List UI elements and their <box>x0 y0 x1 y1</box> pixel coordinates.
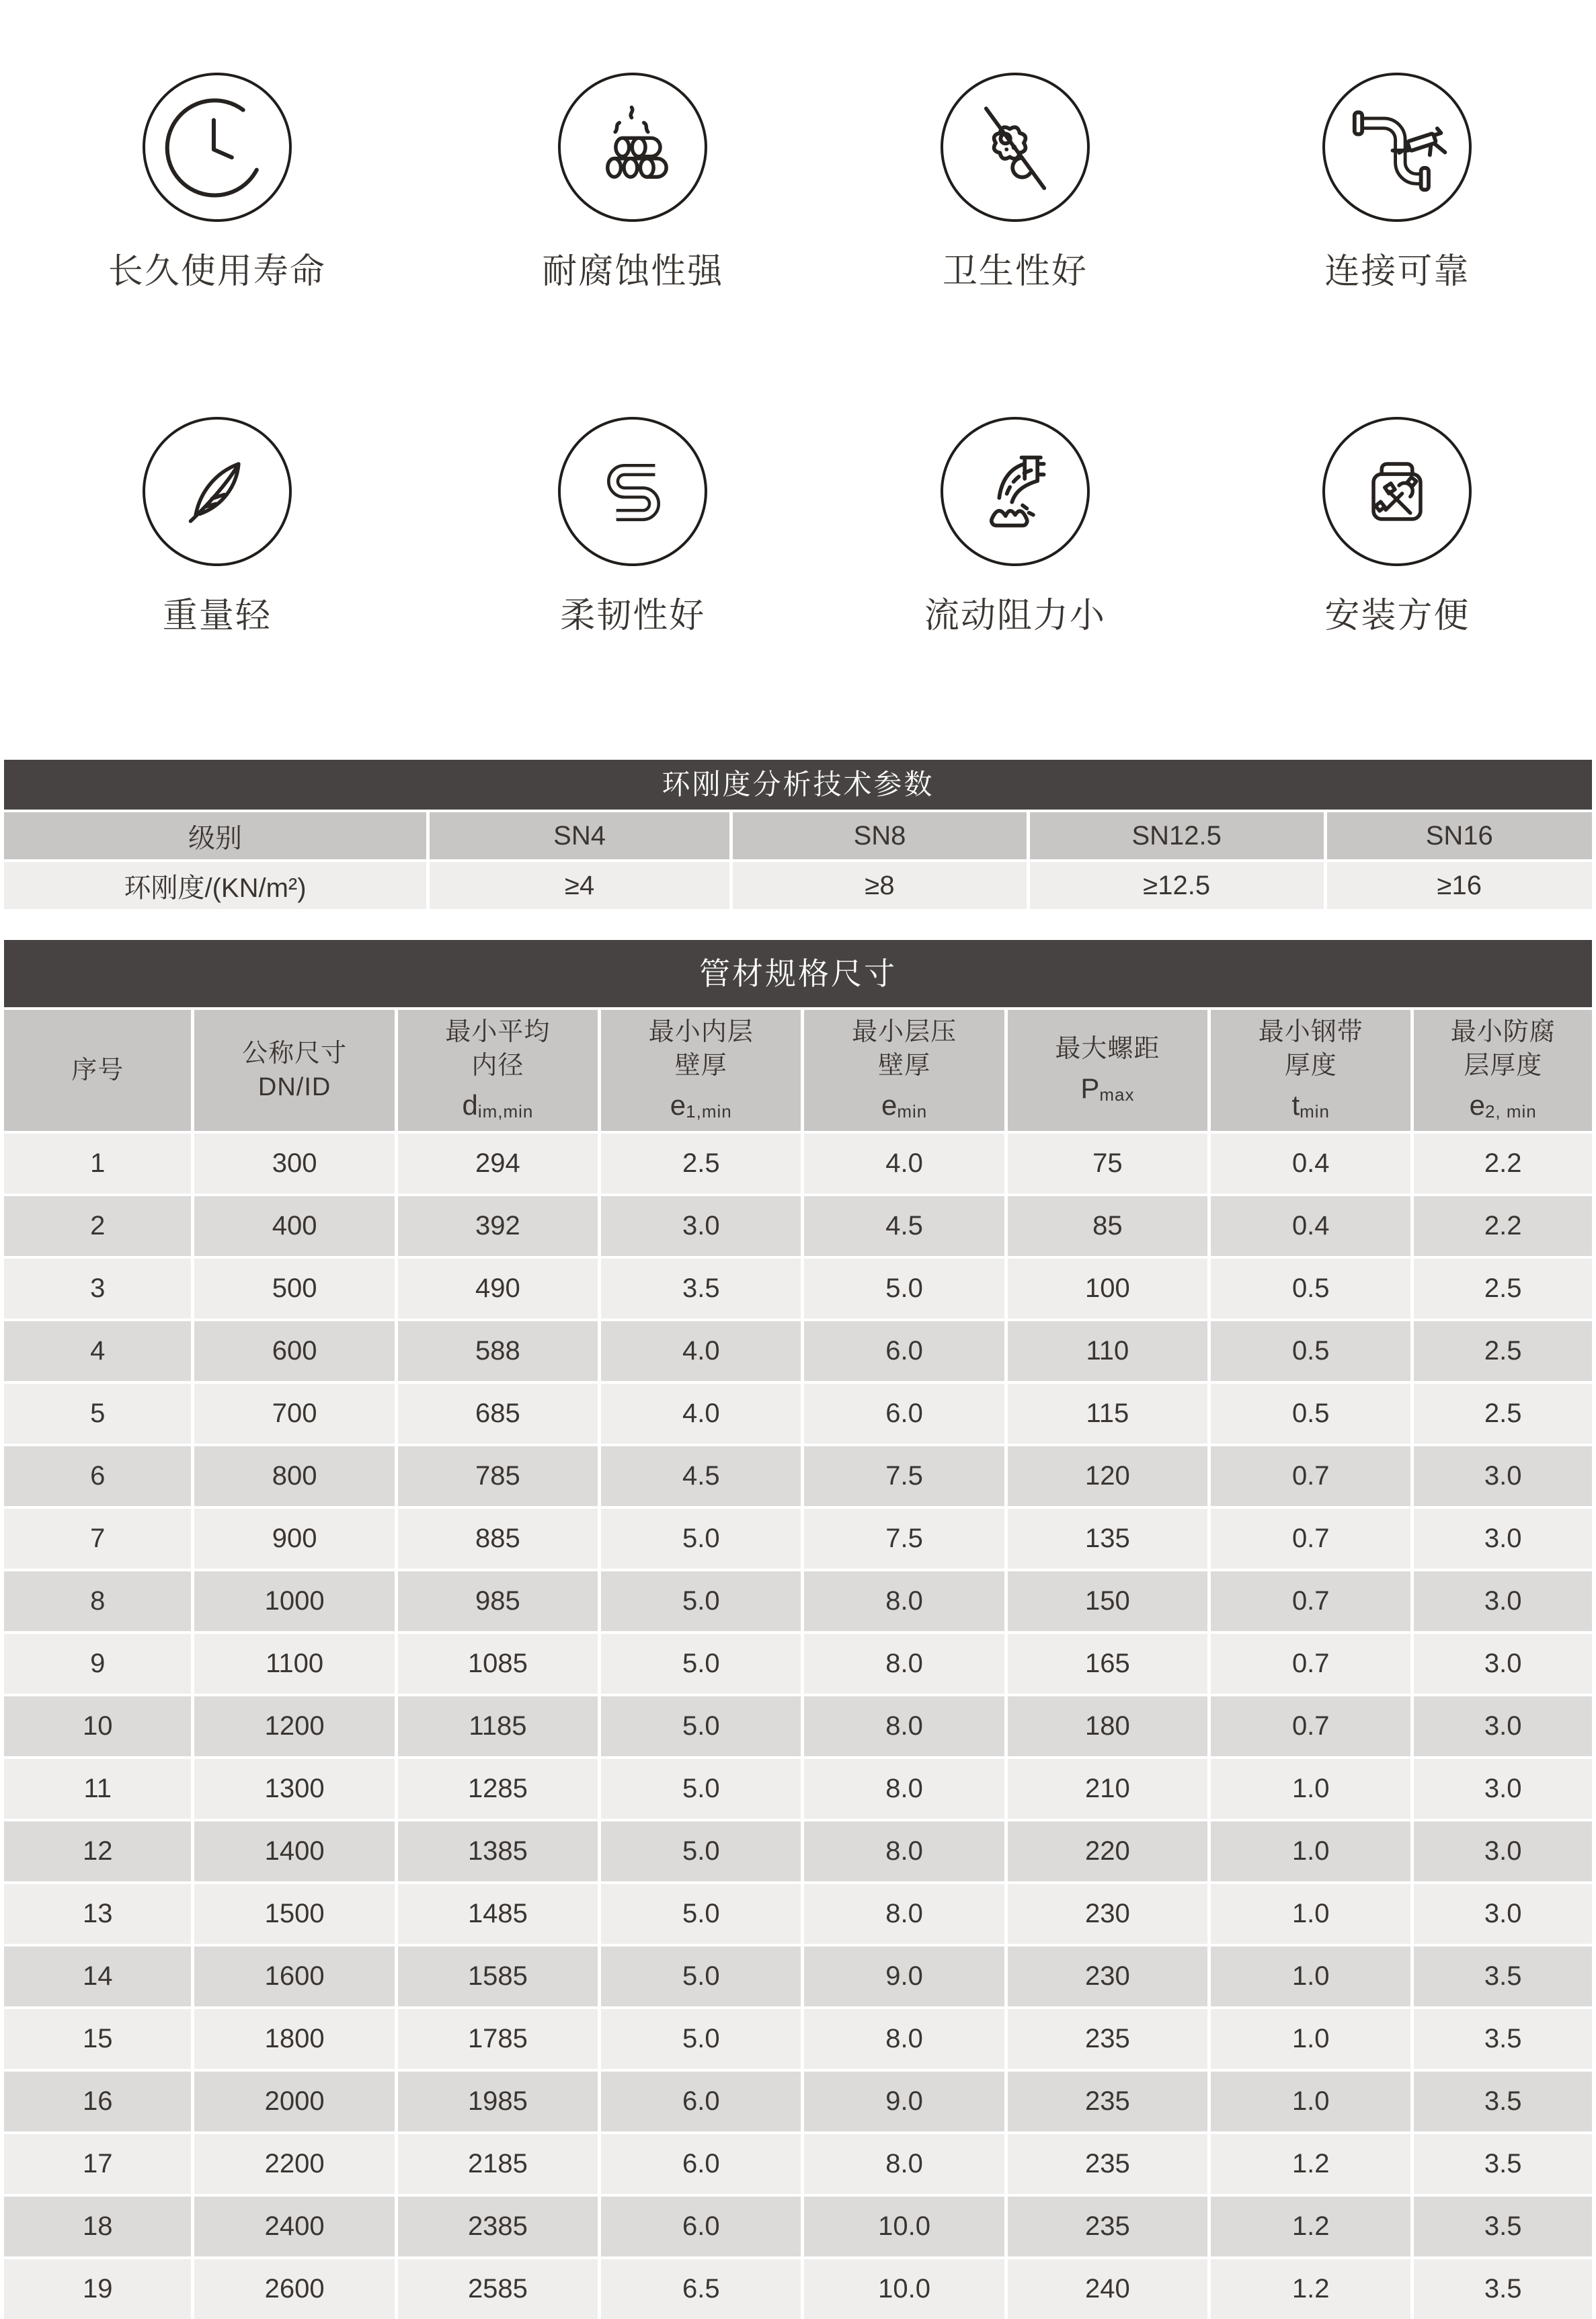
stiffness-cell: ≥4 <box>430 859 733 909</box>
spec-cell: 1 <box>4 1131 194 1193</box>
feature-label: 连接可靠 <box>1324 252 1470 291</box>
header-line: DN/ID <box>257 1073 331 1101</box>
spec-cell: 14 <box>4 1944 194 2006</box>
spec-cell: 13 <box>4 1881 194 1944</box>
features-row-2 <box>0 417 1596 636</box>
header-line: 最小平均 <box>445 1017 551 1046</box>
spec-cell: 6.0 <box>601 2069 804 2131</box>
icon-circle <box>143 417 292 566</box>
spec-cell: 1.0 <box>1211 2006 1414 2069</box>
spec-cell: 1.0 <box>1211 2069 1414 2131</box>
header-line: 最小内层 <box>648 1017 754 1046</box>
spec-column-header <box>601 1007 804 1131</box>
header-line: 公称尺寸 <box>242 1039 348 1068</box>
spec-cell: 235 <box>1008 2194 1211 2256</box>
spec-cell: 4.5 <box>804 1193 1007 1256</box>
feather-icon <box>166 440 268 543</box>
spec-cell: 3.5 <box>601 1256 804 1319</box>
spec-cell: 0.7 <box>1211 1694 1414 1756</box>
spec-cell: 1.2 <box>1211 2131 1414 2194</box>
spec-table-row <box>4 1193 1592 1256</box>
no-germ-icon <box>961 93 1069 201</box>
feature-flexible <box>434 417 832 636</box>
spec-cell: 0.5 <box>1211 1256 1414 1319</box>
spec-table-row <box>4 1319 1592 1381</box>
spec-cell: 9 <box>4 1631 194 1694</box>
spec-cell: 8.0 <box>804 1819 1007 1881</box>
spec-column-header <box>804 1007 1007 1131</box>
spec-cell: 8.0 <box>804 1756 1007 1819</box>
spec-column-header <box>1414 1007 1592 1131</box>
spec-cell: 3.0 <box>1414 1444 1592 1506</box>
spec-section <box>4 940 1592 2319</box>
spec-cell: 1.0 <box>1211 1944 1414 2006</box>
feature-label: 耐腐蚀性强 <box>542 252 724 291</box>
spec-cell: 85 <box>1008 1193 1211 1256</box>
spec-cell: 3.0 <box>1414 1756 1592 1819</box>
header-line: 厚度 <box>1284 1051 1337 1080</box>
spec-table-row <box>4 1694 1592 1756</box>
spec-cell: 2185 <box>398 2131 601 2194</box>
feature-reliable-connection <box>1199 73 1596 292</box>
spec-cell: 3.0 <box>1414 1881 1592 1944</box>
spec-cell: 235 <box>1008 2131 1211 2194</box>
stiffness-cell: SN16 <box>1327 810 1592 859</box>
spec-cell: 0.5 <box>1211 1381 1414 1444</box>
symbol-subscript: im,min <box>477 1101 534 1122</box>
spec-table-row <box>4 2256 1592 2319</box>
spec-cell: 5.0 <box>804 1256 1007 1319</box>
spec-column-header <box>1211 1007 1414 1131</box>
header-line: 壁厚 <box>878 1051 931 1080</box>
icon-circle <box>1322 73 1472 222</box>
spec-table-row <box>4 1881 1592 1944</box>
stiffness-section <box>4 760 1592 909</box>
spec-cell: 1285 <box>398 1756 601 1819</box>
spec-cell: 0.7 <box>1211 1569 1414 1631</box>
spec-cell: 2600 <box>194 2256 397 2319</box>
spec-cell: 6.0 <box>601 2131 804 2194</box>
spec-cell: 4.0 <box>804 1131 1007 1193</box>
spec-cell: 12 <box>4 1819 194 1881</box>
feature-easy-install <box>1199 417 1596 636</box>
header-line: 序号 <box>71 1056 124 1085</box>
spec-cell: 1800 <box>194 2006 397 2069</box>
spec-cell: 235 <box>1008 2006 1211 2069</box>
spec-column-header <box>4 1007 194 1131</box>
spec-cell: 6.0 <box>601 2194 804 2256</box>
spec-cell: 2200 <box>194 2131 397 2194</box>
spec-cell: 2585 <box>398 2256 601 2319</box>
stiffness-table-title: 环刚度分析技术参数 <box>4 760 1592 810</box>
spec-cell: 240 <box>1008 2256 1211 2319</box>
icon-circle <box>558 73 707 222</box>
spec-table-row <box>4 1256 1592 1319</box>
spec-cell: 2385 <box>398 2194 601 2256</box>
feature-light-weight <box>0 417 434 636</box>
spec-cell: 1785 <box>398 2006 601 2069</box>
spec-cell: 1185 <box>398 1694 601 1756</box>
spec-column-header <box>398 1007 601 1131</box>
spec-cell: 8.0 <box>804 2006 1007 2069</box>
spec-cell: 220 <box>1008 1819 1211 1881</box>
spec-table-title: 管材规格尺寸 <box>4 940 1592 1007</box>
spec-cell: 8.0 <box>804 1631 1007 1694</box>
spec-cell: 6 <box>4 1444 194 1506</box>
spec-cell: 490 <box>398 1256 601 1319</box>
spec-cell: 4.0 <box>601 1319 804 1381</box>
symbol-base: e <box>881 1089 897 1121</box>
spec-column-header <box>1008 1007 1211 1131</box>
header-line: 最小层压 <box>852 1017 957 1046</box>
spec-cell: 8.0 <box>804 1694 1007 1756</box>
symbol-base: t <box>1291 1089 1300 1121</box>
spec-cell: 2.5 <box>601 1131 804 1193</box>
spec-table-row <box>4 2069 1592 2131</box>
spec-cell: 5.0 <box>601 1881 804 1944</box>
spec-cell: 3.0 <box>1414 1694 1592 1756</box>
spec-cell: 2.2 <box>1414 1193 1592 1256</box>
water-flow-icon <box>962 438 1068 545</box>
spec-cell: 16 <box>4 2069 194 2131</box>
spec-cell: 1000 <box>194 1569 397 1631</box>
spec-cell: 5.0 <box>601 1569 804 1631</box>
stiffness-cell: 级别 <box>4 810 430 859</box>
spec-cell: 0.7 <box>1211 1506 1414 1569</box>
spec-cell: 3 <box>4 1256 194 1319</box>
icon-circle <box>941 73 1090 222</box>
spec-cell: 5.0 <box>601 1694 804 1756</box>
stiffness-cell: SN12.5 <box>1030 810 1327 859</box>
spec-header-row <box>4 1007 1592 1131</box>
spec-cell: 985 <box>398 1569 601 1631</box>
spec-cell: 17 <box>4 2131 194 2194</box>
stiffness-cell: ≥12.5 <box>1030 859 1327 909</box>
icon-circle <box>1322 417 1472 566</box>
symbol-base: e <box>1469 1089 1485 1121</box>
spec-cell: 785 <box>398 1444 601 1506</box>
spec-cell: 100 <box>1008 1256 1211 1319</box>
spec-cell: 2.5 <box>1414 1319 1592 1381</box>
spec-cell: 3.5 <box>1414 2194 1592 2256</box>
spec-cell: 1385 <box>398 1819 601 1881</box>
spec-cell: 2.5 <box>1414 1256 1592 1319</box>
spec-cell: 3.5 <box>1414 2069 1592 2131</box>
spec-column-header <box>194 1007 397 1131</box>
spec-cell: 8 <box>4 1569 194 1631</box>
spec-cell: 1.2 <box>1211 2256 1414 2319</box>
feature-label: 长久使用寿命 <box>108 252 326 291</box>
header-symbol <box>1414 1091 1592 1126</box>
header-symbol <box>1211 1091 1410 1126</box>
spec-cell: 8.0 <box>804 2131 1007 2194</box>
spec-cell: 1600 <box>194 1944 397 2006</box>
header-line: 壁厚 <box>674 1051 727 1080</box>
spec-cell: 2 <box>4 1193 194 1256</box>
icon-circle <box>941 417 1090 566</box>
stiffness-table-row <box>4 859 1592 909</box>
spec-cell: 700 <box>194 1381 397 1444</box>
spec-cell: 1400 <box>194 1819 397 1881</box>
spec-cell: 2.5 <box>1414 1381 1592 1444</box>
spec-cell: 165 <box>1008 1631 1211 1694</box>
icon-circle <box>558 417 707 566</box>
header-symbol <box>1008 1074 1207 1109</box>
spec-cell: 0.4 <box>1211 1131 1414 1193</box>
spec-cell: 0.7 <box>1211 1631 1414 1694</box>
spec-cell: 10.0 <box>804 2194 1007 2256</box>
spec-cell: 0.5 <box>1211 1319 1414 1381</box>
spec-cell: 1300 <box>194 1756 397 1819</box>
spec-cell: 1.2 <box>1211 2194 1414 2256</box>
spec-table <box>4 1007 1592 2319</box>
spec-cell: 3.5 <box>1414 1944 1592 2006</box>
spec-table-row <box>4 1756 1592 1819</box>
spec-cell: 3.5 <box>1414 2006 1592 2069</box>
spec-cell: 1485 <box>398 1881 601 1944</box>
spec-cell: 4 <box>4 1319 194 1381</box>
spec-cell: 0.7 <box>1211 1444 1414 1506</box>
spec-cell: 2400 <box>194 2194 397 2256</box>
spec-cell: 235 <box>1008 2069 1211 2131</box>
spec-cell: 1100 <box>194 1631 397 1694</box>
spec-table-row <box>4 1631 1592 1694</box>
symbol-base: d <box>462 1089 478 1121</box>
spec-cell: 5.0 <box>601 2006 804 2069</box>
spec-cell: 8.0 <box>804 1569 1007 1631</box>
spec-cell: 3.5 <box>1414 2256 1592 2319</box>
spec-cell: 2000 <box>194 2069 397 2131</box>
spec-cell: 5.0 <box>601 1944 804 2006</box>
spec-cell: 1.0 <box>1211 1756 1414 1819</box>
spec-table-row <box>4 1444 1592 1506</box>
clock-icon <box>161 91 274 204</box>
symbol-subscript: min <box>897 1101 928 1122</box>
spec-cell: 15 <box>4 2006 194 2069</box>
symbol-subscript: max <box>1099 1084 1135 1105</box>
spec-cell: 4.0 <box>601 1381 804 1444</box>
spec-cell: 11 <box>4 1756 194 1819</box>
spec-cell: 115 <box>1008 1381 1211 1444</box>
spec-cell: 75 <box>1008 1131 1211 1193</box>
spec-table-row <box>4 1819 1592 1881</box>
stiffness-table-row <box>4 810 1592 859</box>
spec-cell: 0.4 <box>1211 1193 1414 1256</box>
feature-label: 流动阻力小 <box>924 596 1106 635</box>
spec-table-row <box>4 1131 1592 1193</box>
spec-cell: 4.5 <box>601 1444 804 1506</box>
spec-cell: 135 <box>1008 1506 1211 1569</box>
header-line: 最小钢带 <box>1258 1017 1363 1046</box>
spec-cell: 1200 <box>194 1694 397 1756</box>
spec-cell: 800 <box>194 1444 397 1506</box>
feature-corrosion-resistant <box>434 73 832 292</box>
spec-cell: 19 <box>4 2256 194 2319</box>
spec-cell: 18 <box>4 2194 194 2256</box>
spec-cell: 230 <box>1008 1944 1211 2006</box>
stacked-pipes-icon <box>582 96 684 198</box>
spec-cell: 10.0 <box>804 2256 1007 2319</box>
spec-cell: 8.0 <box>804 1881 1007 1944</box>
spec-cell: 1500 <box>194 1881 397 1944</box>
feature-long-life <box>0 73 434 292</box>
stiffness-cell: SN4 <box>430 810 733 859</box>
spec-cell: 3.0 <box>1414 1506 1592 1569</box>
pipe-connection-icon <box>1343 93 1451 202</box>
spec-cell: 7.5 <box>804 1506 1007 1569</box>
toolbox-icon <box>1346 440 1448 543</box>
spec-table-row <box>4 1569 1592 1631</box>
spec-cell: 5.0 <box>601 1756 804 1819</box>
spec-table-row <box>4 1506 1592 1569</box>
spec-cell: 7.5 <box>804 1444 1007 1506</box>
feature-label: 卫生性好 <box>942 252 1088 291</box>
spec-table-row <box>4 2006 1592 2069</box>
stiffness-table <box>4 810 1592 909</box>
spec-cell: 5.0 <box>601 1819 804 1881</box>
features-section <box>0 0 1596 636</box>
spec-cell: 1585 <box>398 1944 601 2006</box>
spec-cell: 885 <box>398 1506 601 1569</box>
spec-cell: 180 <box>1008 1694 1211 1756</box>
spec-cell: 1.0 <box>1211 1819 1414 1881</box>
spec-cell: 5.0 <box>601 1631 804 1694</box>
symbol-subscript: min <box>1300 1101 1330 1122</box>
spec-cell: 3.0 <box>1414 1631 1592 1694</box>
spec-table-row <box>4 2194 1592 2256</box>
spec-cell: 120 <box>1008 1444 1211 1506</box>
feature-label: 安装方便 <box>1324 596 1470 635</box>
header-line: 层厚度 <box>1464 1051 1543 1080</box>
spec-cell: 5.0 <box>601 1506 804 1569</box>
spec-cell: 400 <box>194 1193 397 1256</box>
spec-cell: 6.0 <box>804 1381 1007 1444</box>
spec-cell: 500 <box>194 1256 397 1319</box>
spec-cell: 9.0 <box>804 2069 1007 2131</box>
icon-circle <box>143 73 292 222</box>
spec-cell: 230 <box>1008 1881 1211 1944</box>
spec-cell: 300 <box>194 1131 397 1193</box>
header-line: 最大螺距 <box>1055 1034 1160 1063</box>
spec-table-row <box>4 1944 1592 2006</box>
stiffness-cell: SN8 <box>733 810 1030 859</box>
spec-cell: 900 <box>194 1506 397 1569</box>
header-symbol <box>804 1091 1004 1126</box>
spec-cell: 1085 <box>398 1631 601 1694</box>
spec-cell: 210 <box>1008 1756 1211 1819</box>
coiled-pipe-icon <box>582 440 684 543</box>
symbol-base: P <box>1080 1072 1100 1104</box>
spec-cell: 6.5 <box>601 2256 804 2319</box>
feature-low-flow-resistance <box>832 417 1199 636</box>
header-symbol <box>398 1091 598 1126</box>
spec-cell: 6.0 <box>804 1319 1007 1381</box>
spec-cell: 7 <box>4 1506 194 1569</box>
feature-label: 重量轻 <box>162 596 272 635</box>
spec-cell: 110 <box>1008 1319 1211 1381</box>
spec-cell: 9.0 <box>804 1944 1007 2006</box>
stiffness-cell: ≥16 <box>1327 859 1592 909</box>
stiffness-cell: ≥8 <box>733 859 1030 909</box>
symbol-base: e <box>670 1089 686 1121</box>
spec-cell: 2.2 <box>1414 1131 1592 1193</box>
feature-hygienic <box>832 73 1199 292</box>
spec-cell: 294 <box>398 1131 601 1193</box>
spec-cell: 685 <box>398 1381 601 1444</box>
spec-cell: 3.0 <box>1414 1569 1592 1631</box>
spec-cell: 392 <box>398 1193 601 1256</box>
spec-cell: 10 <box>4 1694 194 1756</box>
spec-cell: 1.0 <box>1211 1881 1414 1944</box>
spec-cell: 3.5 <box>1414 2131 1592 2194</box>
spec-table-row <box>4 2131 1592 2194</box>
header-line: 内径 <box>471 1051 524 1080</box>
spec-cell: 5 <box>4 1381 194 1444</box>
symbol-subscript: 2, min <box>1484 1101 1537 1122</box>
spec-cell: 600 <box>194 1319 397 1381</box>
spec-table-row <box>4 1381 1592 1444</box>
features-row-1 <box>0 73 1596 292</box>
spec-cell: 588 <box>398 1319 601 1381</box>
stiffness-cell: 环刚度/(KN/m²) <box>4 859 430 909</box>
spec-cell: 150 <box>1008 1569 1211 1631</box>
symbol-subscript: 1,min <box>686 1101 732 1122</box>
spec-cell: 3.0 <box>601 1193 804 1256</box>
spec-cell: 1985 <box>398 2069 601 2131</box>
spec-cell: 3.0 <box>1414 1819 1592 1881</box>
header-symbol <box>601 1091 801 1126</box>
header-line: 最小防腐 <box>1450 1017 1556 1046</box>
feature-label: 柔韧性好 <box>560 596 706 635</box>
